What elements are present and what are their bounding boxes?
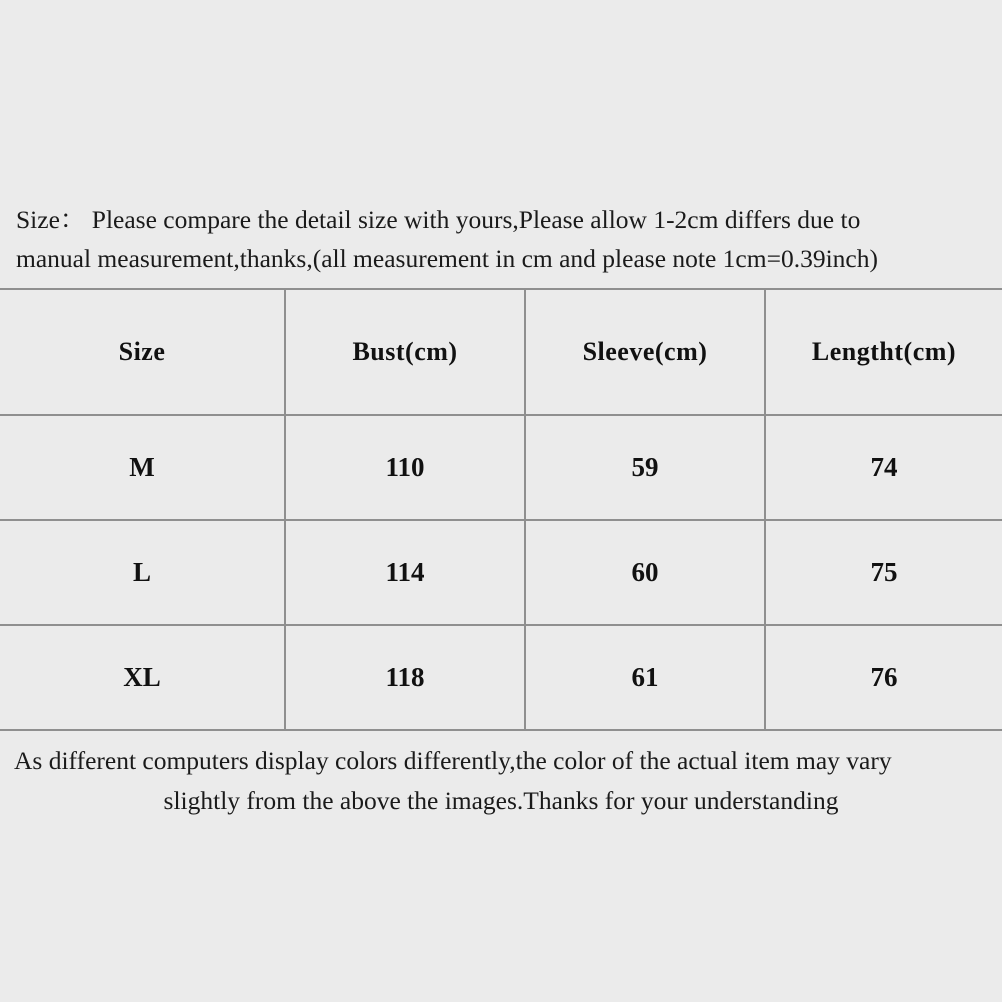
column-header-sleeve: Sleeve(cm): [525, 289, 765, 415]
cell-length-m: 74: [765, 415, 1002, 520]
cell-size-l: L: [0, 520, 285, 625]
color-disclaimer-line-2: slightly from the above the images.Thanks for your understanding: [163, 786, 839, 815]
cell-length-l: 75: [765, 520, 1002, 625]
table-row: [0, 625, 1002, 730]
size-table: [0, 288, 1002, 731]
cell-sleeve-xl: 61: [525, 625, 765, 730]
size-table-body: [0, 415, 1002, 730]
cell-sleeve-l: 60: [525, 520, 765, 625]
cell-bust-xl: 118: [285, 625, 525, 730]
size-table-header: [0, 289, 1002, 415]
cell-length-xl: 76: [765, 625, 1002, 730]
cell-size-xl: XL: [0, 625, 285, 730]
measurement-note-line-1: Size： Please compare the detail size with yours,Please allow 1-2cm differs due to: [16, 205, 861, 234]
color-disclaimer-note: [0, 731, 1002, 827]
color-disclaimer-line-1: As different computers display colors differently,the color of the actual item may vary: [14, 746, 892, 775]
table-row: [0, 415, 1002, 520]
size-chart-block: [0, 196, 1002, 827]
column-header-bust: Bust(cm): [285, 289, 525, 415]
table-header-row: [0, 289, 1002, 415]
column-header-length: Lengtht(cm): [765, 289, 1002, 415]
column-header-size: Size: [0, 289, 285, 415]
measurement-note: [0, 196, 1002, 288]
cell-size-m: M: [0, 415, 285, 520]
table-row: [0, 520, 1002, 625]
cell-bust-m: 110: [285, 415, 525, 520]
cell-bust-l: 114: [285, 520, 525, 625]
measurement-note-line-2: manual measurement,thanks,(all measurement in cm and please note 1cm=0.39inch): [16, 244, 878, 273]
cell-sleeve-m: 59: [525, 415, 765, 520]
